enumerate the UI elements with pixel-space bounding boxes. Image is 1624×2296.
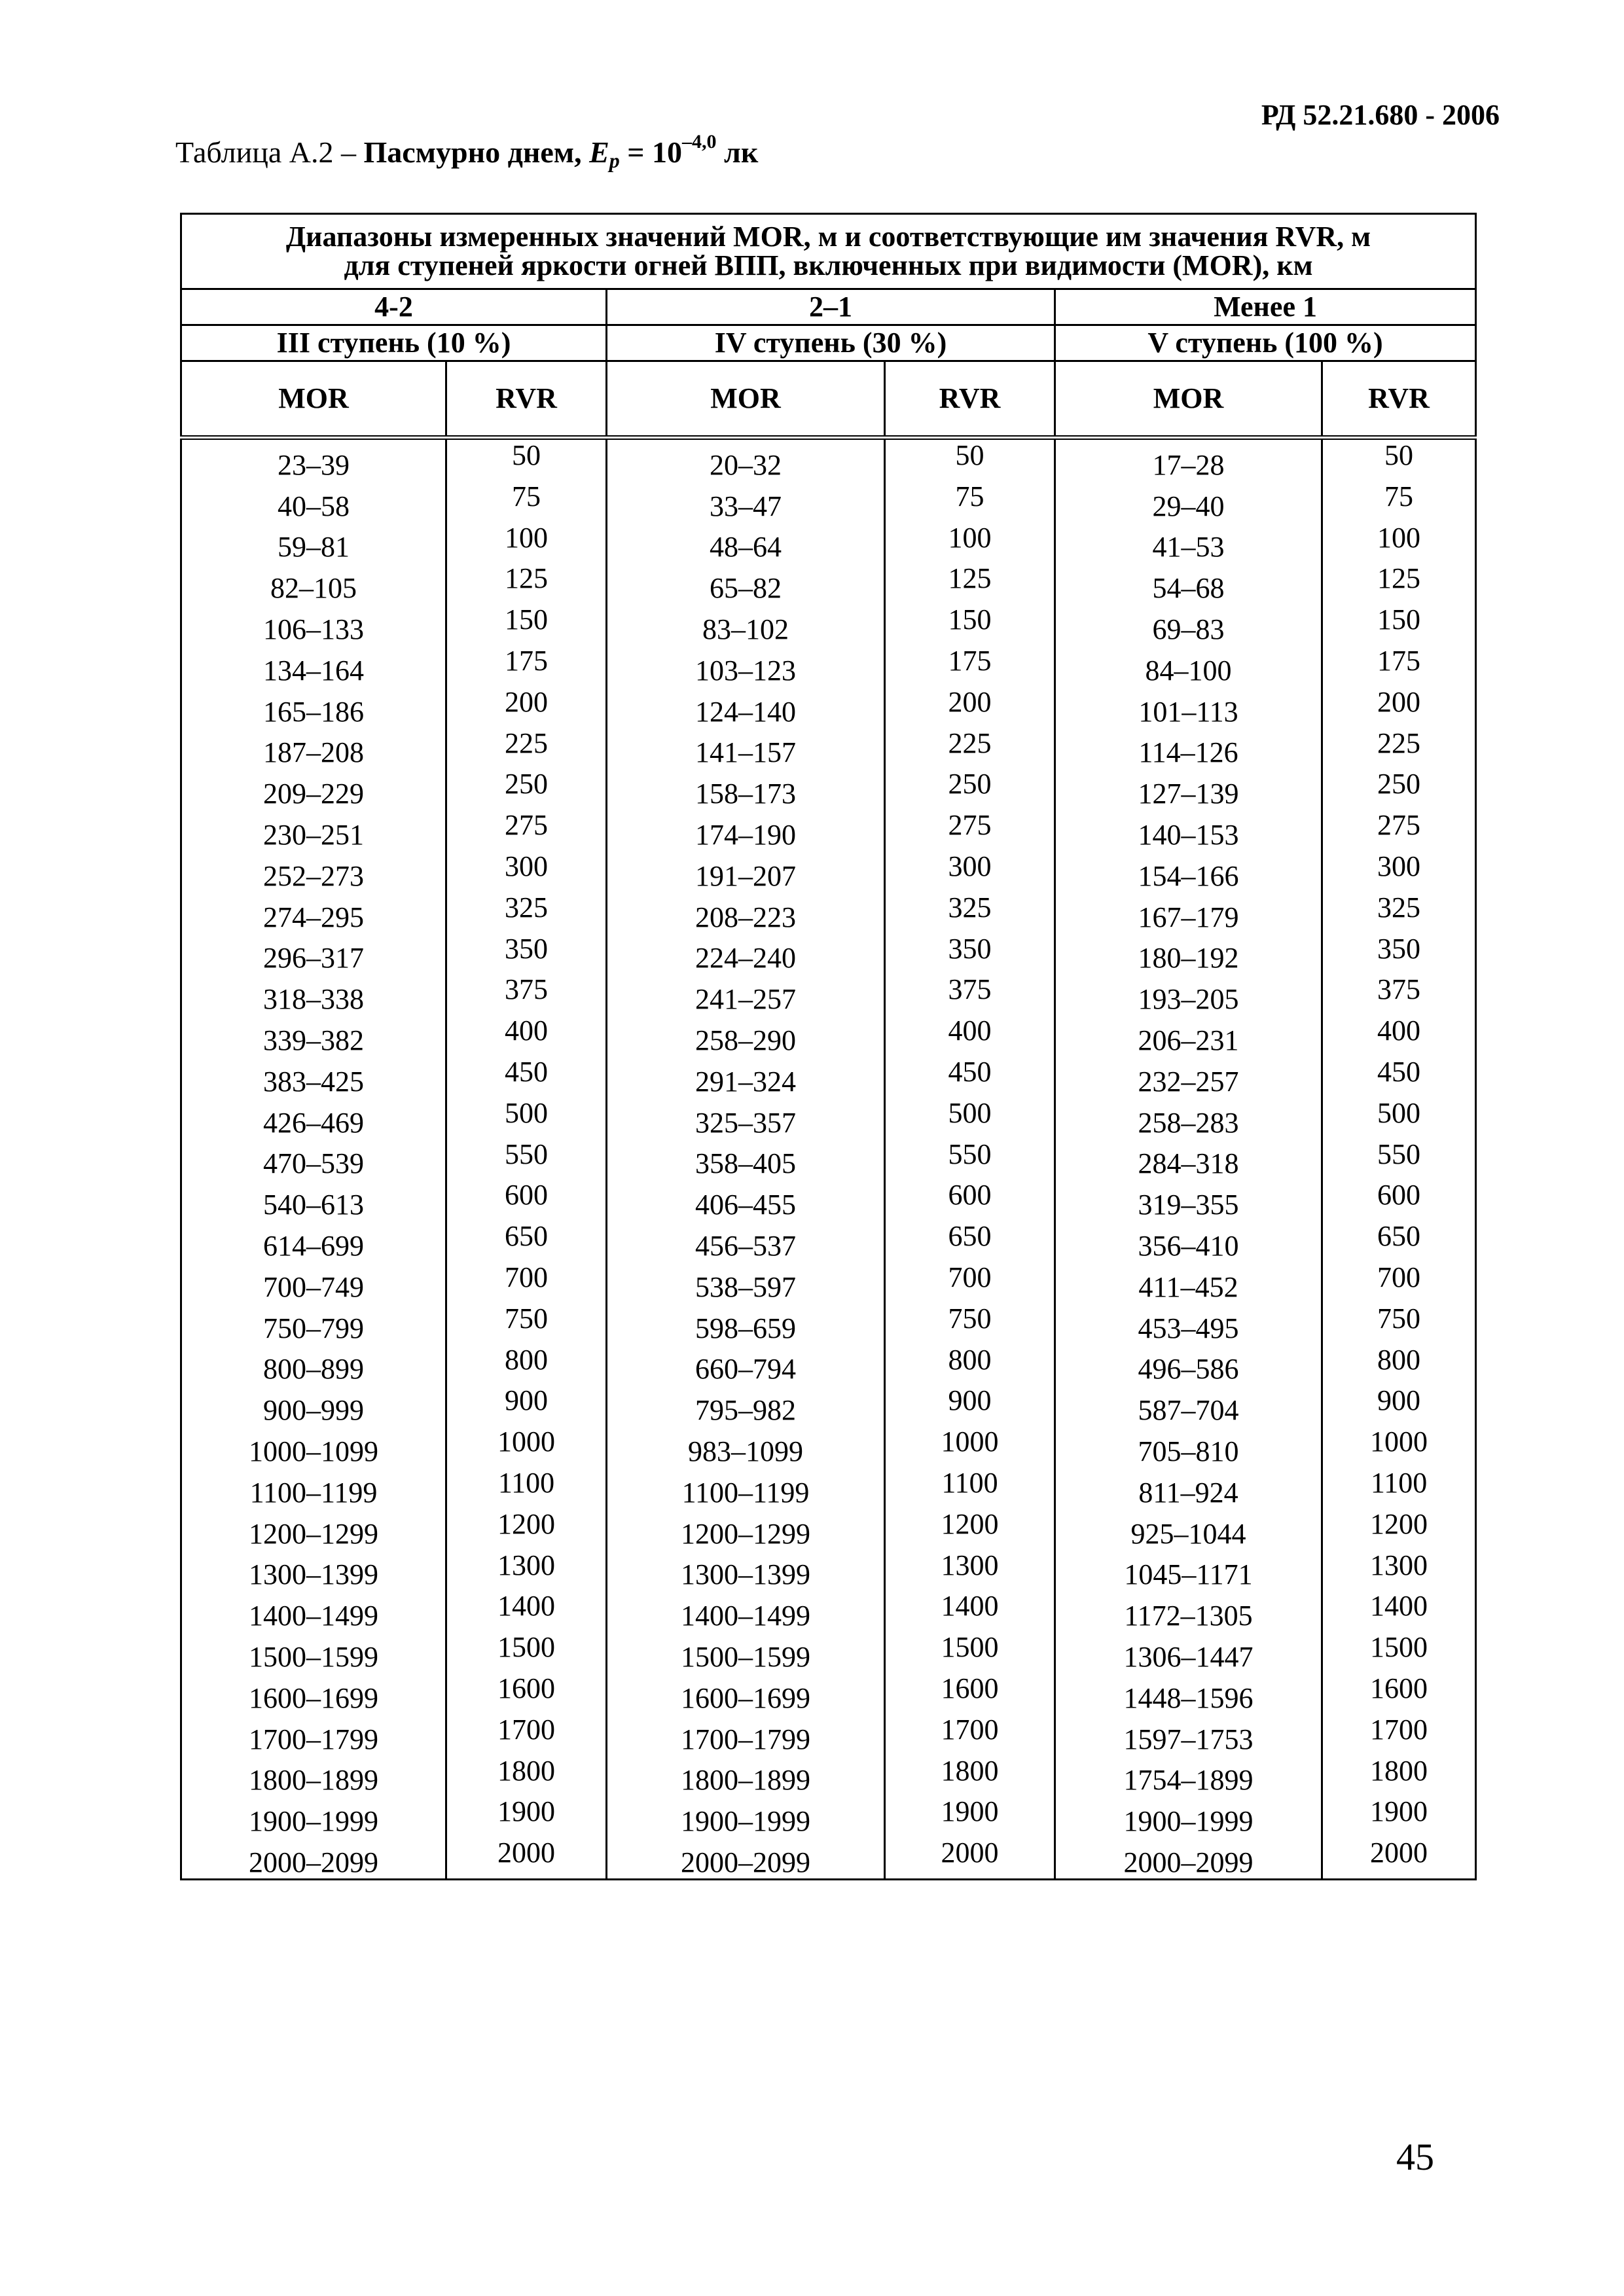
rvr-value-cell: 200 xyxy=(1322,687,1476,728)
rvr-value-cell: 450 xyxy=(446,1056,607,1098)
rvr-value-cell: 150 xyxy=(446,604,607,645)
mor-range-cell: 48–64 xyxy=(607,522,885,564)
rvr-value-cell: 2000 xyxy=(885,1837,1055,1879)
mor-range-cell: 208–223 xyxy=(607,892,885,933)
rvr-value-cell: 1000 xyxy=(1322,1426,1476,1467)
mor-range-cell: 134–164 xyxy=(181,645,446,687)
mor-range-cell: 106–133 xyxy=(181,604,446,645)
page-number: 45 xyxy=(1396,2136,1434,2178)
rvr-value-cell: 750 xyxy=(885,1303,1055,1344)
rvr-value-cell: 1500 xyxy=(1322,1632,1476,1673)
rvr-value-cell: 325 xyxy=(446,892,607,933)
mor-range-cell: 241–257 xyxy=(607,974,885,1015)
table-row xyxy=(181,1221,1476,1262)
rvr-value-cell: 800 xyxy=(885,1344,1055,1386)
mor-range-cell: 700–749 xyxy=(181,1262,446,1303)
visibility-header: 4-2 xyxy=(181,289,607,325)
rvr-value-cell: 350 xyxy=(885,933,1055,975)
mor-range-cell: 1100–1199 xyxy=(607,1467,885,1509)
mor-range-cell: 65–82 xyxy=(607,563,885,604)
rvr-value-cell: 200 xyxy=(446,687,607,728)
rvr-value-cell: 1100 xyxy=(885,1467,1055,1509)
rvr-value-cell: 1800 xyxy=(1322,1755,1476,1797)
rvr-value-cell: 100 xyxy=(446,522,607,564)
rvr-value-cell: 1600 xyxy=(446,1673,607,1714)
rvr-value-cell: 550 xyxy=(1322,1139,1476,1180)
table-title: Диапазоны измеренных значений MOR, м и соответствующие им значения RVR, м для ступеней яркости огней ВПП, включенных при видимости (MOR), км xyxy=(181,214,1476,289)
mor-range-cell: 705–810 xyxy=(1055,1426,1322,1467)
rvr-value-cell: 125 xyxy=(885,563,1055,604)
mor-range-cell: 319–355 xyxy=(1055,1179,1322,1221)
rvr-value-cell: 150 xyxy=(1322,604,1476,645)
mor-range-cell: 900–999 xyxy=(181,1385,446,1426)
rvr-value-cell: 325 xyxy=(1322,892,1476,933)
mor-range-cell: 291–324 xyxy=(607,1056,885,1098)
table-row xyxy=(181,1303,1476,1344)
rvr-value-cell: 800 xyxy=(1322,1344,1476,1386)
mor-range-cell: 232–257 xyxy=(1055,1056,1322,1098)
rvr-value-cell: 1600 xyxy=(1322,1673,1476,1714)
mor-range-cell: 41–53 xyxy=(1055,522,1322,564)
rvr-value-cell: 1100 xyxy=(1322,1467,1476,1509)
mor-range-cell: 284–318 xyxy=(1055,1139,1322,1180)
table-row xyxy=(181,481,1476,522)
mor-range-cell: 795–982 xyxy=(607,1385,885,1426)
mor-range-cell: 141–157 xyxy=(607,728,885,769)
mor-range-cell: 356–410 xyxy=(1055,1221,1322,1262)
rvr-value-cell: 800 xyxy=(446,1344,607,1386)
rvr-value-cell: 300 xyxy=(446,851,607,892)
mor-range-cell: 540–613 xyxy=(181,1179,446,1221)
mor-range-cell: 983–1099 xyxy=(607,1426,885,1467)
mor-range-cell: 325–357 xyxy=(607,1098,885,1139)
mor-range-cell: 1200–1299 xyxy=(607,1509,885,1550)
mor-range-cell: 660–794 xyxy=(607,1344,885,1386)
table-row xyxy=(181,563,1476,604)
table-row xyxy=(181,1632,1476,1673)
rvr-value-cell: 325 xyxy=(885,892,1055,933)
mor-range-cell: 1306–1447 xyxy=(1055,1632,1322,1673)
rvr-value-cell: 375 xyxy=(885,974,1055,1015)
mor-range-cell: 230–251 xyxy=(181,810,446,851)
rvr-value-cell: 1200 xyxy=(885,1509,1055,1550)
mor-range-cell: 1500–1599 xyxy=(607,1632,885,1673)
rvr-value-cell: 700 xyxy=(446,1262,607,1303)
mor-range-cell: 453–495 xyxy=(1055,1303,1322,1344)
table-row xyxy=(181,1796,1476,1837)
mor-range-cell: 411–452 xyxy=(1055,1262,1322,1303)
mor-range-cell: 29–40 xyxy=(1055,481,1322,522)
rvr-value-cell: 700 xyxy=(885,1262,1055,1303)
rvr-value-cell: 650 xyxy=(1322,1221,1476,1262)
mor-range-cell: 1400–1499 xyxy=(181,1590,446,1632)
rvr-value-cell: 250 xyxy=(446,768,607,810)
mor-range-cell: 127–139 xyxy=(1055,768,1322,810)
table-row xyxy=(181,1385,1476,1426)
table-row xyxy=(181,1467,1476,1509)
table-row xyxy=(181,768,1476,810)
mor-range-cell: 1100–1199 xyxy=(181,1467,446,1509)
caption-prefix: Таблица А.2 – xyxy=(175,135,364,169)
rvr-value-cell: 1500 xyxy=(446,1632,607,1673)
rvr-value-cell: 900 xyxy=(446,1385,607,1426)
mor-range-cell: 811–924 xyxy=(1055,1467,1322,1509)
visibility-header-row xyxy=(181,289,1476,325)
rvr-value-cell: 1400 xyxy=(885,1590,1055,1632)
mor-range-cell: 193–205 xyxy=(1055,974,1322,1015)
table-row xyxy=(181,892,1476,933)
rvr-value-cell: 650 xyxy=(446,1221,607,1262)
mor-range-cell: 20–32 xyxy=(607,438,885,481)
rvr-value-cell: 900 xyxy=(1322,1385,1476,1426)
rvr-value-cell: 1600 xyxy=(885,1673,1055,1714)
rvr-value-cell: 200 xyxy=(885,687,1055,728)
rvr-value-cell: 250 xyxy=(1322,768,1476,810)
rvr-value-cell: 900 xyxy=(885,1385,1055,1426)
rvr-value-cell: 600 xyxy=(1322,1179,1476,1221)
mor-range-cell: 496–586 xyxy=(1055,1344,1322,1386)
rvr-value-cell: 150 xyxy=(885,604,1055,645)
rvr-value-cell: 100 xyxy=(1322,522,1476,564)
rvr-value-cell: 650 xyxy=(885,1221,1055,1262)
mor-range-cell: 59–81 xyxy=(181,522,446,564)
table-row xyxy=(181,1509,1476,1550)
table-row xyxy=(181,522,1476,564)
mor-range-cell: 1300–1399 xyxy=(607,1550,885,1591)
rvr-value-cell: 50 xyxy=(446,438,607,481)
mor-range-cell: 187–208 xyxy=(181,728,446,769)
mor-range-cell: 274–295 xyxy=(181,892,446,933)
mor-range-cell: 1045–1171 xyxy=(1055,1550,1322,1591)
rvr-value-cell: 1700 xyxy=(446,1714,607,1755)
rvr-value-cell: 175 xyxy=(1322,645,1476,687)
rvr-value-cell: 600 xyxy=(446,1179,607,1221)
table-row xyxy=(181,687,1476,728)
rvr-value-cell: 1300 xyxy=(446,1550,607,1591)
mor-range-cell: 1800–1899 xyxy=(181,1755,446,1797)
mor-range-cell: 538–597 xyxy=(607,1262,885,1303)
mor-range-cell: 587–704 xyxy=(1055,1385,1322,1426)
mor-range-cell: 925–1044 xyxy=(1055,1509,1322,1550)
mor-range-cell: 1700–1799 xyxy=(181,1714,446,1755)
rvr-value-cell: 1400 xyxy=(446,1590,607,1632)
table-row xyxy=(181,1139,1476,1180)
table-row xyxy=(181,974,1476,1015)
stage-header: III ступень (10 %) xyxy=(181,325,607,361)
mor-range-cell: 103–123 xyxy=(607,645,885,687)
mor-range-cell: 1754–1899 xyxy=(1055,1755,1322,1797)
rvr-value-cell: 500 xyxy=(1322,1098,1476,1139)
rvr-value-cell: 600 xyxy=(885,1179,1055,1221)
mor-range-cell: 258–290 xyxy=(607,1015,885,1056)
mor-range-cell: 252–273 xyxy=(181,851,446,892)
table-row xyxy=(181,1550,1476,1591)
rvr-value-cell: 1800 xyxy=(885,1755,1055,1797)
rvr-value-cell: 1700 xyxy=(885,1714,1055,1755)
rvr-value-cell: 400 xyxy=(446,1015,607,1056)
column-header-rvr: RVR xyxy=(885,361,1055,438)
rvr-value-cell: 225 xyxy=(446,728,607,769)
mor-range-cell: 154–166 xyxy=(1055,851,1322,892)
mor-range-cell: 1600–1699 xyxy=(607,1673,885,1714)
rvr-value-cell: 375 xyxy=(1322,974,1476,1015)
rvr-value-cell: 1900 xyxy=(1322,1796,1476,1837)
rvr-value-cell: 1200 xyxy=(446,1509,607,1550)
mor-range-cell: 101–113 xyxy=(1055,687,1322,728)
document-id: РД 52.21.680 - 2006 xyxy=(1261,99,1500,131)
rvr-value-cell: 350 xyxy=(1322,933,1476,975)
mor-range-cell: 69–83 xyxy=(1055,604,1322,645)
mor-range-cell: 1200–1299 xyxy=(181,1509,446,1550)
rvr-value-cell: 225 xyxy=(885,728,1055,769)
mor-range-cell: 40–58 xyxy=(181,481,446,522)
caption-title: Пасмурно днем, $E_p = 10^{-4,0}$ лк xyxy=(363,131,759,172)
mor-range-cell: 1597–1753 xyxy=(1055,1714,1322,1755)
table-row xyxy=(181,645,1476,687)
mor-range-cell: 2000–2099 xyxy=(181,1837,446,1879)
mor-range-cell: 83–102 xyxy=(607,604,885,645)
mor-range-cell: 1700–1799 xyxy=(607,1714,885,1755)
rvr-value-cell: 450 xyxy=(885,1056,1055,1098)
rvr-value-cell: 75 xyxy=(885,481,1055,522)
mor-range-cell: 258–283 xyxy=(1055,1098,1322,1139)
rvr-value-cell: 1000 xyxy=(446,1426,607,1467)
rvr-value-cell: 700 xyxy=(1322,1262,1476,1303)
rvr-value-cell: 2000 xyxy=(446,1837,607,1879)
column-header-mor: MOR xyxy=(181,361,446,438)
mor-range-cell: 209–229 xyxy=(181,768,446,810)
rvr-value-cell: 1900 xyxy=(446,1796,607,1837)
mor-range-cell: 1300–1399 xyxy=(181,1550,446,1591)
column-header-rvr: RVR xyxy=(446,361,607,438)
mor-range-cell: 456–537 xyxy=(607,1221,885,1262)
rvr-table xyxy=(180,213,1477,1880)
mor-range-cell: 1448–1596 xyxy=(1055,1673,1322,1714)
rvr-value-cell: 300 xyxy=(1322,851,1476,892)
mor-range-cell: 1900–1999 xyxy=(181,1796,446,1837)
table-row xyxy=(181,933,1476,975)
rvr-value-cell: 50 xyxy=(885,438,1055,481)
mor-range-cell: 598–659 xyxy=(607,1303,885,1344)
rvr-value-cell: 175 xyxy=(446,645,607,687)
rvr-value-cell: 400 xyxy=(1322,1015,1476,1056)
rvr-value-cell: 400 xyxy=(885,1015,1055,1056)
rvr-value-cell: 250 xyxy=(885,768,1055,810)
rvr-value-cell: 1000 xyxy=(885,1426,1055,1467)
mor-range-cell: 191–207 xyxy=(607,851,885,892)
rvr-value-cell: 75 xyxy=(446,481,607,522)
mor-range-cell: 1900–1999 xyxy=(1055,1796,1322,1837)
mor-range-cell: 180–192 xyxy=(1055,933,1322,975)
rvr-value-cell: 1700 xyxy=(1322,1714,1476,1755)
rvr-value-cell: 500 xyxy=(885,1098,1055,1139)
mor-range-cell: 614–699 xyxy=(181,1221,446,1262)
rvr-value-cell: 75 xyxy=(1322,481,1476,522)
table-row xyxy=(181,604,1476,645)
rvr-value-cell: 350 xyxy=(446,933,607,975)
table-row xyxy=(181,851,1476,892)
rvr-value-cell: 125 xyxy=(1322,563,1476,604)
stage-header: IV ступень (30 %) xyxy=(607,325,1055,361)
table-row xyxy=(181,1262,1476,1303)
mor-range-cell: 800–899 xyxy=(181,1344,446,1386)
mor-range-cell: 1000–1099 xyxy=(181,1426,446,1467)
mor-range-cell: 318–338 xyxy=(181,974,446,1015)
mor-range-cell: 2000–2099 xyxy=(1055,1837,1322,1879)
table-row xyxy=(181,1179,1476,1221)
table-row xyxy=(181,1714,1476,1755)
table-caption xyxy=(175,131,758,173)
table-row xyxy=(181,1590,1476,1632)
rvr-value-cell: 2000 xyxy=(1322,1837,1476,1879)
table-row xyxy=(181,1673,1476,1714)
mor-range-cell: 82–105 xyxy=(181,563,446,604)
rvr-value-cell: 275 xyxy=(1322,810,1476,851)
rvr-value-cell: 750 xyxy=(1322,1303,1476,1344)
table-row xyxy=(181,1837,1476,1879)
mor-range-cell: 339–382 xyxy=(181,1015,446,1056)
mor-range-cell: 158–173 xyxy=(607,768,885,810)
mor-range-cell: 426–469 xyxy=(181,1098,446,1139)
mor-range-cell: 2000–2099 xyxy=(607,1837,885,1879)
rvr-value-cell: 1300 xyxy=(885,1550,1055,1591)
mor-range-cell: 114–126 xyxy=(1055,728,1322,769)
table-row xyxy=(181,1015,1476,1056)
rvr-value-cell: 1100 xyxy=(446,1467,607,1509)
rvr-value-cell: 100 xyxy=(885,522,1055,564)
mor-range-cell: 84–100 xyxy=(1055,645,1322,687)
visibility-header: 2–1 xyxy=(607,289,1055,325)
column-header-mor: MOR xyxy=(1055,361,1322,438)
rvr-value-cell: 175 xyxy=(885,645,1055,687)
column-header-mor: MOR xyxy=(607,361,885,438)
rvr-value-cell: 1400 xyxy=(1322,1590,1476,1632)
mor-range-cell: 174–190 xyxy=(607,810,885,851)
mor-range-cell: 206–231 xyxy=(1055,1015,1322,1056)
rvr-value-cell: 1300 xyxy=(1322,1550,1476,1591)
stage-header-row xyxy=(181,325,1476,361)
mor-range-cell: 1600–1699 xyxy=(181,1673,446,1714)
table-row xyxy=(181,1426,1476,1467)
rvr-value-cell: 125 xyxy=(446,563,607,604)
table-row xyxy=(181,438,1476,481)
mor-range-cell: 296–317 xyxy=(181,933,446,975)
rvr-value-cell: 1500 xyxy=(885,1632,1055,1673)
rvr-value-cell: 275 xyxy=(446,810,607,851)
rvr-value-cell: 550 xyxy=(446,1139,607,1180)
table-row xyxy=(181,1056,1476,1098)
table-body xyxy=(181,438,1476,1880)
mor-range-cell: 17–28 xyxy=(1055,438,1322,481)
rvr-value-cell: 500 xyxy=(446,1098,607,1139)
table-row xyxy=(181,1755,1476,1797)
column-header-row xyxy=(181,361,1476,438)
mor-range-cell: 23–39 xyxy=(181,438,446,481)
column-header-rvr: RVR xyxy=(1322,361,1476,438)
table-row xyxy=(181,728,1476,769)
mor-range-cell: 165–186 xyxy=(181,687,446,728)
mor-range-cell: 1900–1999 xyxy=(607,1796,885,1837)
rvr-value-cell: 1200 xyxy=(1322,1509,1476,1550)
rvr-value-cell: 750 xyxy=(446,1303,607,1344)
mor-range-cell: 1800–1899 xyxy=(607,1755,885,1797)
mor-range-cell: 224–240 xyxy=(607,933,885,975)
rvr-value-cell: 550 xyxy=(885,1139,1055,1180)
stage-header: V ступень (100 %) xyxy=(1055,325,1476,361)
mor-range-cell: 140–153 xyxy=(1055,810,1322,851)
mor-range-cell: 1500–1599 xyxy=(181,1632,446,1673)
rvr-value-cell: 300 xyxy=(885,851,1055,892)
mor-range-cell: 383–425 xyxy=(181,1056,446,1098)
rvr-value-cell: 225 xyxy=(1322,728,1476,769)
rvr-value-cell: 275 xyxy=(885,810,1055,851)
rvr-value-cell: 375 xyxy=(446,974,607,1015)
mor-range-cell: 33–47 xyxy=(607,481,885,522)
mor-range-cell: 1172–1305 xyxy=(1055,1590,1322,1632)
rvr-value-cell: 1900 xyxy=(885,1796,1055,1837)
table-row xyxy=(181,1098,1476,1139)
rvr-value-cell: 450 xyxy=(1322,1056,1476,1098)
visibility-header: Менее 1 xyxy=(1055,289,1476,325)
mor-range-cell: 167–179 xyxy=(1055,892,1322,933)
table-row xyxy=(181,810,1476,851)
mor-range-cell: 54–68 xyxy=(1055,563,1322,604)
mor-range-cell: 470–539 xyxy=(181,1139,446,1180)
mor-range-cell: 1400–1499 xyxy=(607,1590,885,1632)
table-row xyxy=(181,1344,1476,1386)
mor-range-cell: 406–455 xyxy=(607,1179,885,1221)
mor-range-cell: 124–140 xyxy=(607,687,885,728)
rvr-value-cell: 50 xyxy=(1322,438,1476,481)
rvr-value-cell: 1800 xyxy=(446,1755,607,1797)
mor-range-cell: 750–799 xyxy=(181,1303,446,1344)
mor-range-cell: 358–405 xyxy=(607,1139,885,1180)
